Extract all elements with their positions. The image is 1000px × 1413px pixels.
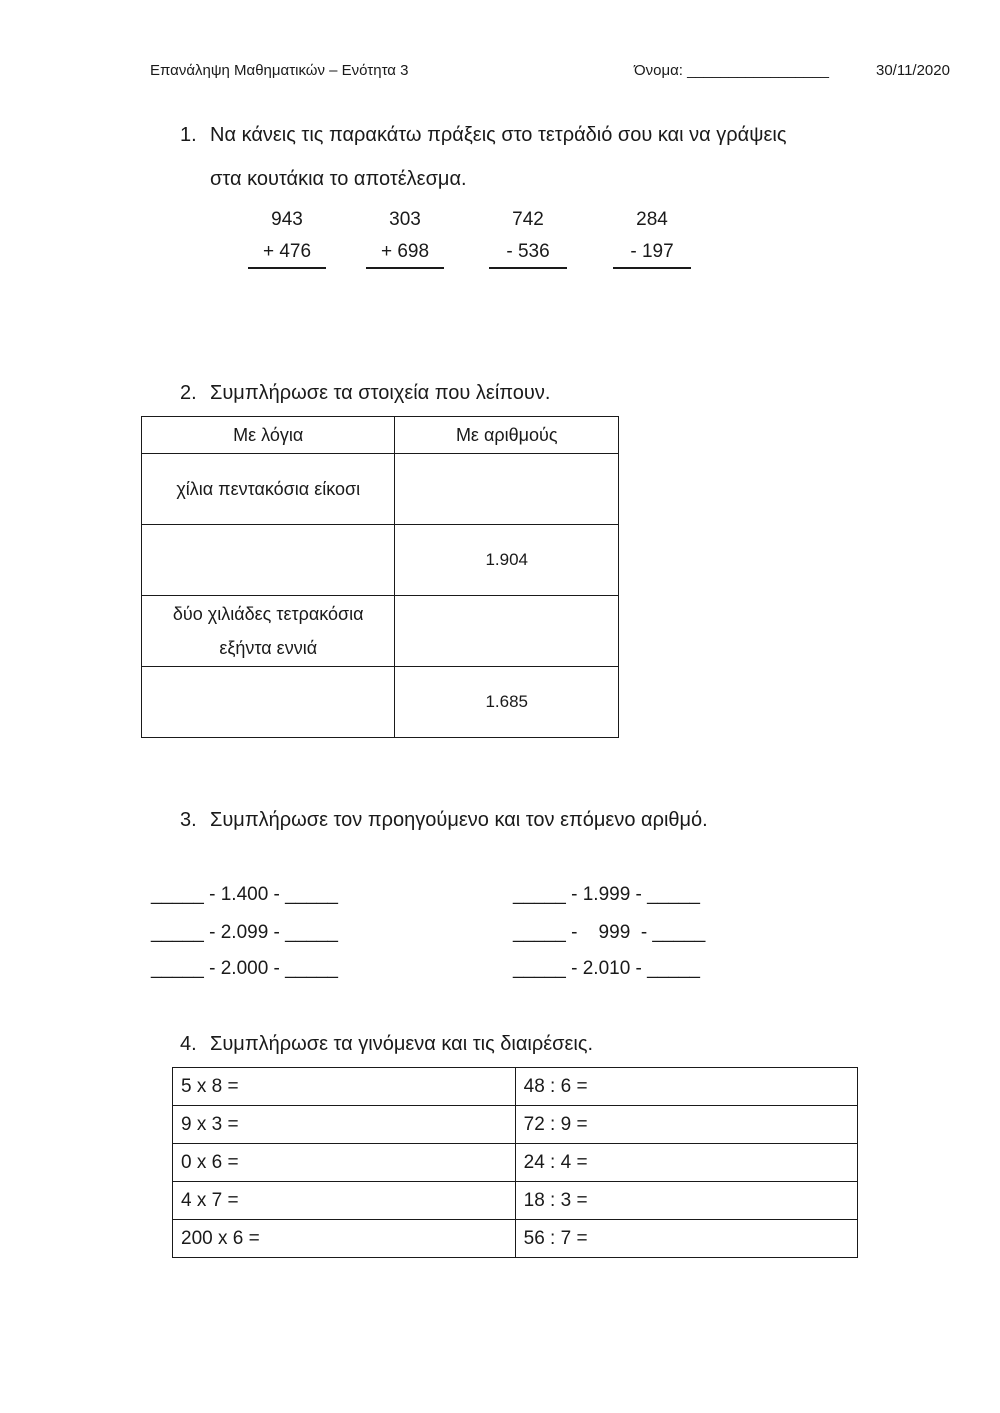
sequence-left-2[interactable]: _____ - 2.099 - _____ xyxy=(151,922,338,943)
product-cell[interactable]: 4 x 7 = xyxy=(173,1182,516,1220)
product-cell[interactable]: 0 x 6 = xyxy=(173,1144,516,1182)
operation-3 xyxy=(489,203,567,269)
operation-4-bottom: - 197 xyxy=(613,237,691,269)
question-4-text: Συμπλήρωσε τα γινόμενα και τις διαιρέσεις. xyxy=(210,1033,594,1055)
number-cell: 1.685 xyxy=(395,667,619,738)
product-cell[interactable]: 9 x 3 = xyxy=(173,1106,516,1144)
table-header-row xyxy=(142,417,619,454)
table-row xyxy=(142,596,619,667)
multiplication-division-table xyxy=(172,1067,858,1258)
table-row xyxy=(173,1182,858,1220)
operation-2-top: 303 xyxy=(389,209,421,230)
words-numbers-table xyxy=(141,416,619,738)
operation-1-bottom: + 476 xyxy=(248,237,326,269)
sequence-left-3[interactable]: _____ - 2.000 - _____ xyxy=(151,958,338,979)
table-row xyxy=(142,525,619,596)
division-cell[interactable]: 18 : 3 = xyxy=(515,1182,857,1220)
sequence-left-1[interactable]: _____ - 1.400 - _____ xyxy=(151,884,338,905)
number-answer-cell[interactable] xyxy=(395,596,619,667)
table-row xyxy=(173,1068,858,1106)
question-1-line2: στα κουτάκια το αποτέλεσμα. xyxy=(210,168,467,190)
words-cell: δύο χιλιάδες τετρακόσια εξήντα εννιά xyxy=(142,596,395,667)
division-cell[interactable]: 56 : 7 = xyxy=(515,1220,857,1258)
operation-3-top: 742 xyxy=(512,209,544,230)
question-3-number: 3. xyxy=(180,809,197,831)
question-1-text: Να κάνεις τις παρακάτω πράξεις στο τετράδιό σου και να γράψεις xyxy=(210,124,787,146)
question-2-number: 2. xyxy=(180,382,197,404)
number-cell: 1.904 xyxy=(395,525,619,596)
words-answer-cell[interactable] xyxy=(142,667,395,738)
division-cell[interactable]: 72 : 9 = xyxy=(515,1106,857,1144)
table-row xyxy=(142,667,619,738)
table-row xyxy=(173,1144,858,1182)
operation-1 xyxy=(248,203,326,269)
question-3-text: Συμπλήρωσε τον προηγούμενο και τον επόμενο αριθμό. xyxy=(210,809,708,831)
product-cell[interactable]: 5 x 8 = xyxy=(173,1068,516,1106)
sequence-right-1[interactable]: _____ - 1.999 - _____ xyxy=(513,884,700,905)
table-row xyxy=(142,454,619,525)
date: 30/11/2020 xyxy=(876,62,950,79)
question-4 xyxy=(180,1033,593,1056)
words-answer-cell[interactable] xyxy=(142,525,395,596)
number-answer-cell[interactable] xyxy=(395,454,619,525)
operation-2-bottom: + 698 xyxy=(366,237,444,269)
product-cell[interactable]: 200 x 6 = xyxy=(173,1220,516,1258)
header-words: Με λόγια xyxy=(142,417,395,454)
table-row xyxy=(173,1220,858,1258)
question-1-line1 xyxy=(180,124,787,147)
words-cell: χίλια πεντακόσια είκοσι xyxy=(142,454,395,525)
question-4-number: 4. xyxy=(180,1033,197,1055)
operation-2 xyxy=(366,203,444,269)
question-1-number: 1. xyxy=(180,124,197,146)
header-numbers: Με αριθμούς xyxy=(395,417,619,454)
operation-4 xyxy=(613,203,691,269)
name-field[interactable]: Όνομα: _________________ xyxy=(634,62,829,79)
operation-3-bottom: - 536 xyxy=(489,237,567,269)
worksheet-title: Επανάληψη Μαθηματικών – Ενότητα 3 xyxy=(150,62,409,79)
operation-4-top: 284 xyxy=(636,209,668,230)
question-2-text: Συμπλήρωσε τα στοιχεία που λείπουν. xyxy=(210,382,551,404)
question-2 xyxy=(180,382,550,405)
sequence-right-3[interactable]: _____ - 2.010 - _____ xyxy=(513,958,700,979)
table-row xyxy=(173,1106,858,1144)
operation-1-top: 943 xyxy=(271,209,303,230)
division-cell[interactable]: 24 : 4 = xyxy=(515,1144,857,1182)
division-cell[interactable]: 48 : 6 = xyxy=(515,1068,857,1106)
sequence-right-2[interactable]: _____ - 999 - _____ xyxy=(513,922,706,943)
question-3 xyxy=(180,809,708,832)
